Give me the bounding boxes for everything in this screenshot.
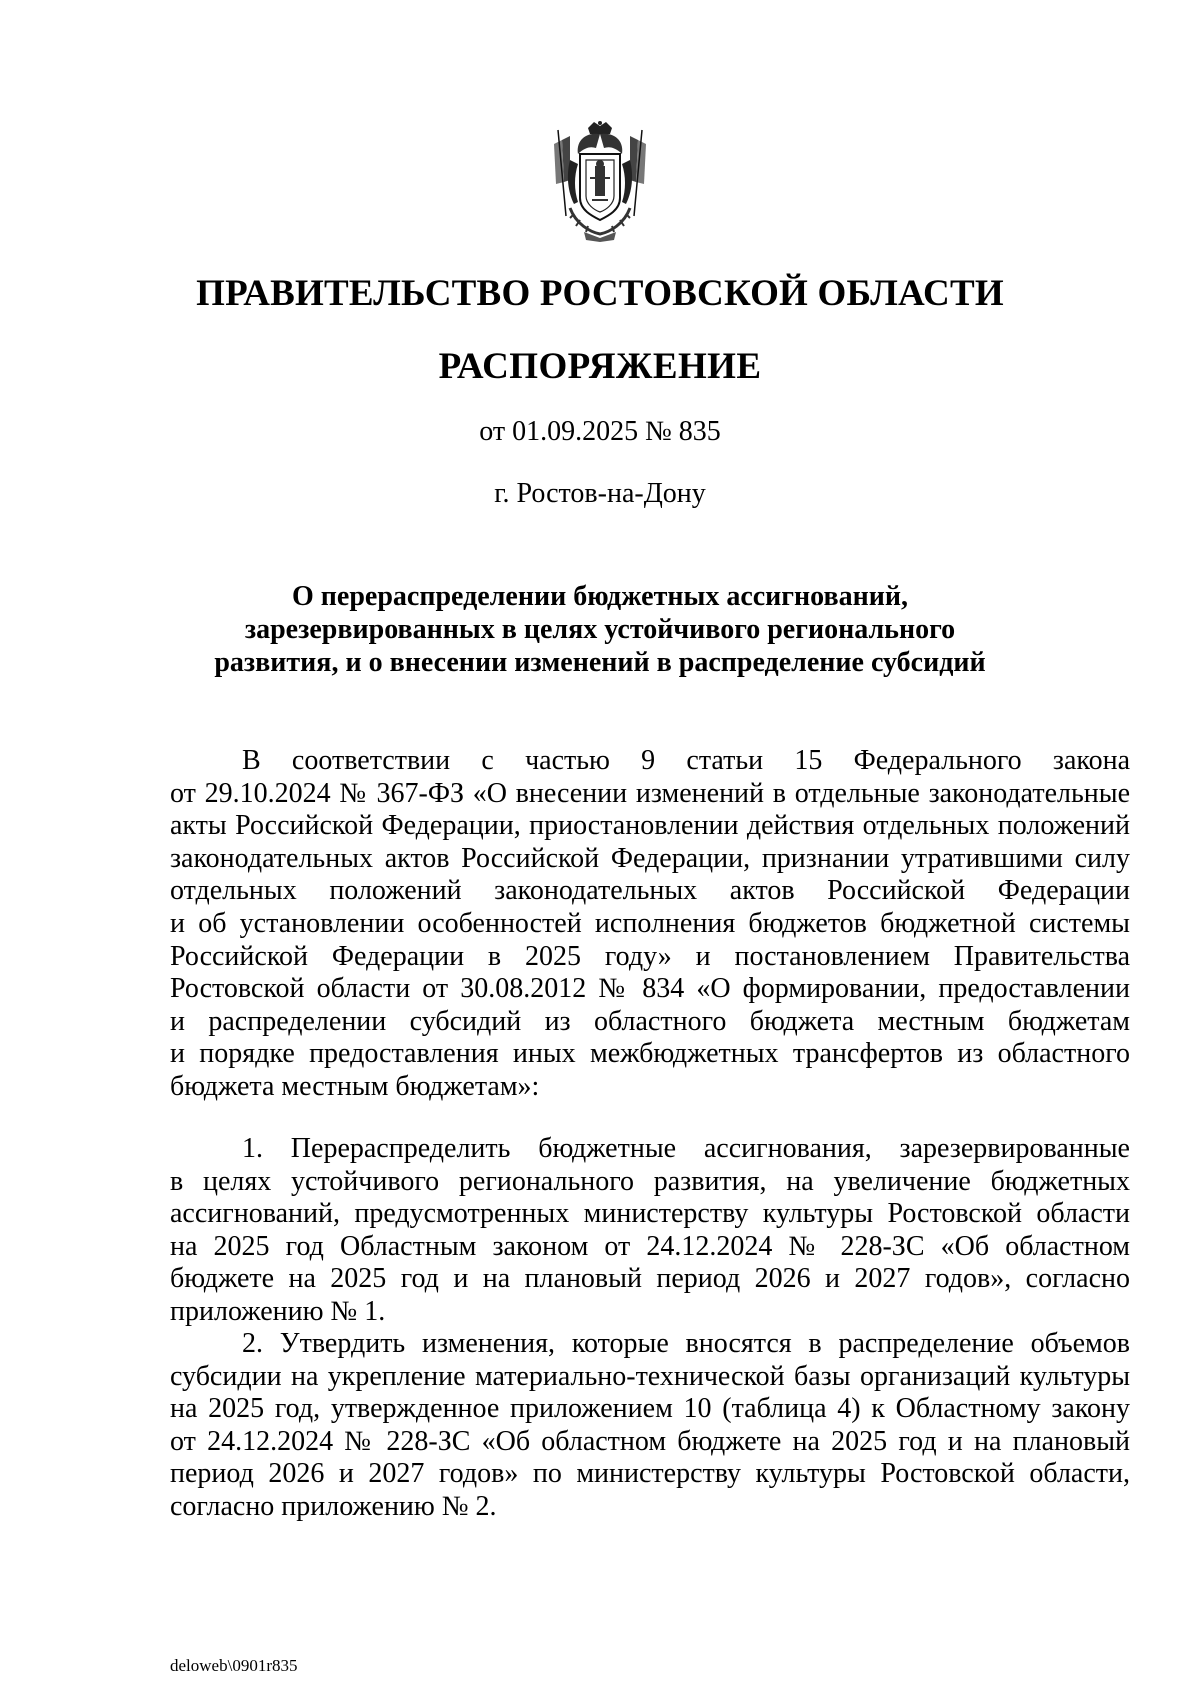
text-line: бюджете на 2025 год и на плановый период 2026 и 2027 годов», согласно: [170, 1263, 1130, 1295]
text-line: ассигнований, предусмотренных министерству культуры Ростовской области: [170, 1198, 1130, 1230]
text-line: на 2025 год, утвержденное приложением 10 (таблица 4) к Областному закону: [170, 1393, 1130, 1425]
text-line: и порядке предоставления иных межбюджетных трансфертов из областного: [170, 1038, 1130, 1070]
document-subject: [170, 580, 1030, 679]
text-line: и распределении субсидий из областного бюджета местным бюджетам: [170, 1005, 1130, 1037]
text-line: субсидии на укрепление материально-технической базы организаций культуры: [170, 1360, 1130, 1392]
subject-line: развития, и о внесении изменений в распределение субсидий: [214, 647, 986, 678]
text-line: акты Российской Федерации, приостановлении действия отдельных положений: [170, 810, 1130, 842]
text-line: Российской Федерации в 2025 году» и постановлением Правительства: [170, 940, 1130, 972]
text-line: законодательных актов Российской Федерации, признании утратившими силу: [170, 842, 1130, 874]
coat-of-arms-icon: [540, 120, 660, 242]
text-line: 1. Перераспределить бюджетные ассигнования, зарезервированные: [242, 1133, 1130, 1164]
subject-line: О перераспределении бюджетных ассигнований,: [292, 581, 908, 612]
text-line: в целях устойчивого регионального развития, на увеличение бюджетных: [170, 1165, 1130, 1197]
document-type-heading: РАСПОРЯЖЕНИЕ: [438, 346, 762, 387]
organization-title: ПРАВИТЕЛЬСТВО РОСТОВСКОЙ ОБЛАСТИ: [196, 273, 1004, 314]
document-city: г. Ростов-на-Дону: [494, 478, 706, 509]
text-line: В соответствии с частью 9 статьи 15 Федерального закона: [242, 745, 1130, 776]
paragraph-item-2: [170, 1328, 1130, 1524]
text-line: бюджета местным бюджетам»:: [170, 1070, 540, 1102]
text-line: период 2026 и 2027 годов» по министерству культуры Ростовской области,: [170, 1458, 1130, 1490]
text-line: и об установлении особенностей исполнения бюджетов бюджетной системы: [170, 907, 1130, 939]
paragraph-item-1: [170, 1133, 1130, 1329]
text-line: от 29.10.2024 № 367-ФЗ «О внесении изменений в отдельные законодательные: [170, 777, 1130, 809]
document-date-number: от 01.09.2025 № 835: [479, 416, 721, 447]
paragraph-preamble: [170, 745, 1130, 1104]
text-line: отдельных положений законодательных актов Российской Федерации: [170, 875, 1130, 907]
text-line: согласно приложению № 2.: [170, 1490, 497, 1522]
text-line: на 2025 год Областным законом от 24.12.2024 № 228-ЗС «Об областном: [170, 1230, 1130, 1262]
text-line: 2. Утвердить изменения, которые вносятся в распределение объемов: [242, 1328, 1130, 1359]
subject-line: зарезервированных в целях устойчивого регионального: [244, 614, 956, 645]
text-line: от 24.12.2024 № 228-ЗС «Об областном бюджете на 2025 год и на плановый: [170, 1425, 1130, 1457]
text-line: приложению № 1.: [170, 1295, 386, 1327]
text-line: Ростовской области от 30.08.2012 № 834 «О формировании, предоставлении: [170, 973, 1130, 1005]
footer-file-reference: deloweb\0901r835: [170, 1656, 298, 1675]
